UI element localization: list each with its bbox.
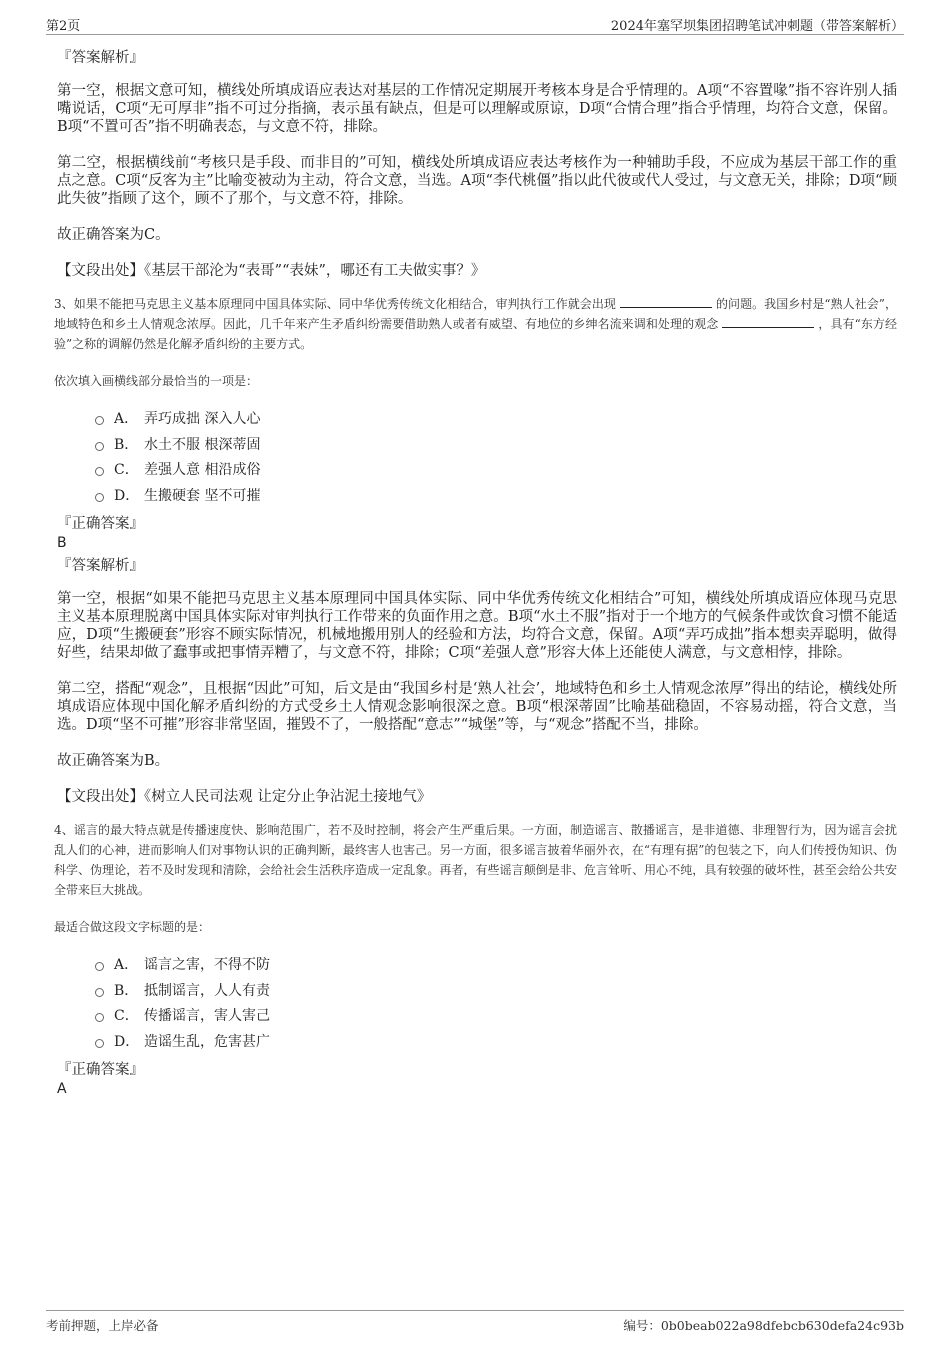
answer-tag: 『正确答案』 — [57, 516, 144, 532]
option-d[interactable]: D． 造谣生乱，危害甚广 — [95, 1033, 897, 1059]
source-citation: 【文段出处】《基层干部沦为“表哥”“表妹”，哪还有工夫做实事？》 — [57, 263, 486, 279]
option-b[interactable]: B． 抵制谣言，人人有责 — [95, 982, 897, 1008]
analysis-paragraph: 第二空，搭配“观念”，且根据“因此”可知，后文是由“我国乡村是‘熟人社会’，地域特色和乡土人情观念浓厚”得出的结论，横线处所填成语应体现中国化解矛盾纠纷的方式受乡土人情观念影响很深之意。B项“根深蒂固”比喻基础稳固，不容易动摇，符合文意，当选。D项“坚不可摧”形容非常坚固，摧毁不了，一般搭配“意志”“城堡”等，与“观念”搭配不当，排除。 — [57, 681, 897, 733]
page-content — [54, 40, 897, 1098]
question-4-options — [95, 956, 897, 1058]
fill-blank — [620, 295, 712, 308]
option-c[interactable]: C． 传播谣言，害人害己 — [95, 1007, 897, 1033]
question-4-prompt: 最适合做这段文字标题的是： — [54, 920, 211, 934]
option-b[interactable]: B． 水土不服 根深蒂固 — [95, 436, 897, 462]
answer-tag: 『正确答案』 — [57, 1062, 144, 1078]
source-citation: 【文段出处】《树立人民司法观 让定分止争沾泥土接地气》 — [57, 789, 432, 805]
radio-button[interactable] — [95, 1039, 104, 1048]
option-a[interactable]: A． 弄巧成拙 深入人心 — [95, 410, 897, 436]
option-a[interactable]: A． 谣言之害，不得不防 — [95, 956, 897, 982]
radio-button[interactable] — [95, 442, 104, 451]
option-c[interactable]: C． 差强人意 相沿成俗 — [95, 461, 897, 487]
correct-answer: B — [57, 535, 67, 551]
radio-button[interactable] — [95, 467, 104, 476]
fill-blank — [722, 315, 814, 328]
conclusion: 故正确答案为B。 — [57, 753, 170, 769]
question-4-text: 4、谣言的最大特点就是传播速度快、影响范围广，若不及时控制，将会产生严重后果。一方面，制造谣言、散播谣言，是非道德、非理智行为，因为谣言会扰乱人们的心神，进而影响人们对事物认识的正确判断，最终害人也害己。另一方面，很多谣言披着华丽外衣，在“有理有据”的包装之下，向人们传授伪知识、伪科学、伪理论，若不及时发现和清除，会给社会生活秩序造成一定乱象。再者，有些谣言颠倒是非、危言耸听、用心不纯，具有较强的破坏性，甚至会给公共安全带来巨大挑战。 — [54, 823, 897, 897]
option-d[interactable]: D． 生搬硬套 坚不可摧 — [95, 487, 897, 513]
question-3-prompt: 依次填入画横线部分最恰当的一项是： — [54, 374, 259, 388]
page-header — [46, 12, 904, 35]
question-3-options — [95, 410, 897, 512]
analysis-paragraph: 第一空，根据“如果不能把马克思主义基本原理同中国具体实际、同中华优秀传统文化相结合”可知，横线处所填成语应体现马克思主义基本原理脱离中国具体实际对审判执行工作带来的负面作用之意。B项“水土不服”指对于一个地方的气候条件或饮食习惯不能适应，D项“生搬硬套”形容不顾实际情况，机械地搬用别人的经验和方法，均符合文意，保留。A项“弄巧成拙”指本想卖弄聪明，做得好些，结果却做了蠢事或把事情弄糟了，与文意不符，排除；C项“差强人意”形容大体上还能使人满意，与文意相悖，排除。 — [57, 591, 897, 661]
radio-button[interactable] — [95, 988, 104, 997]
page-number: 第2页 — [46, 19, 81, 34]
analysis-paragraph: 第二空，根据横线前“考核只是手段、而非目的”可知，横线处所填成语应表达考核作为一种辅助手段，不应成为基层干部工作的重点之意。C项“反客为主”比喻变被动为主动，符合文意，当选。A项“李代桃僵”指以此代彼或代人受过，与文意无关，排除；D项“顾此失彼”指顾了这个，顾不了那个，与文意不符，排除。 — [57, 155, 897, 207]
correct-answer: A — [57, 1081, 67, 1097]
analysis-tag: 『答案解析』 — [57, 558, 144, 574]
analysis-tag: 『答案解析』 — [57, 50, 144, 66]
radio-button[interactable] — [95, 1013, 104, 1022]
radio-button[interactable] — [95, 416, 104, 425]
page-footer — [46, 1310, 904, 1337]
document-id: 编号：0b0beab022a98dfebcb630defa24c93b — [623, 1318, 904, 1333]
footer-slogan: 考前押题，上岸必备 — [46, 1318, 159, 1333]
radio-button[interactable] — [95, 493, 104, 502]
conclusion: 故正确答案为C。 — [57, 227, 170, 243]
document-title: 2024年塞罕坝集团招聘笔试冲刺题（带答案解析） — [610, 19, 904, 34]
radio-button[interactable] — [95, 962, 104, 971]
question-3-text: 3、如果不能把马克思主义基本原理同中国具体实际、同中华优秀传统文化相结合，审判执行工作就会出现 的问题。我国乡村是“熟人社会”，地域特色和乡土人情观念浓厚。因此，几千年来产生矛盾纠纷需要借助熟人或者有威望、有地位的乡绅名流来调和处理的观念 ，具有“东方经验”之称的调解仍然是化解矛盾纠纷的主要方式。 — [54, 297, 897, 351]
analysis-paragraph: 第一空，根据文意可知，横线处所填成语应表达对基层的工作情况定期展开考核本身是合乎情理的。A项“不容置喙”指不容许别人插嘴说话，C项“无可厚非”指不可过分指摘，表示虽有缺点，但是可以理解或原谅，D项“合情合理”指合乎情理，均符合文意，保留。B项“不置可否”指不明确表态，与文意不符，排除。 — [57, 83, 897, 135]
